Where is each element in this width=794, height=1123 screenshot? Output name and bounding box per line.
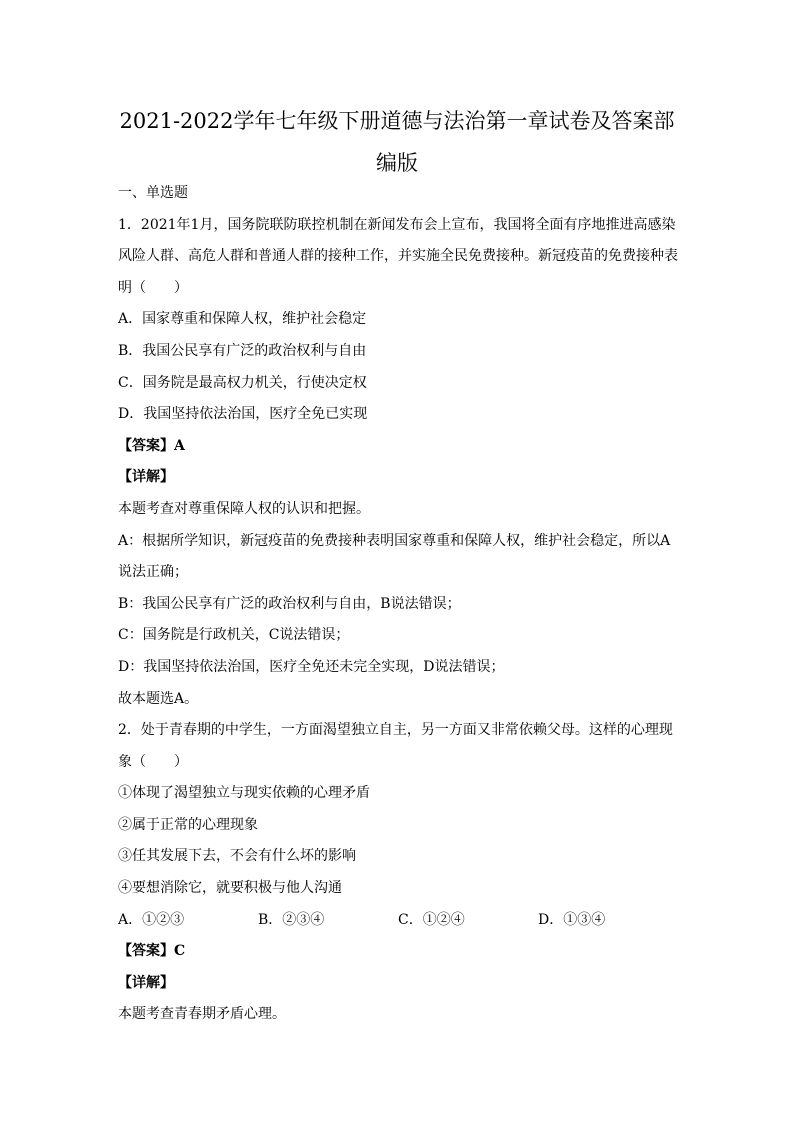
detail-line: 说法正确； bbox=[118, 564, 188, 581]
options-row bbox=[118, 905, 678, 937]
answer-label: 【答案】C bbox=[118, 943, 186, 960]
detail-line: 本题考查对尊重保障人权的认识和把握。 bbox=[118, 500, 370, 517]
detail-line: 本题考查青春期矛盾心理。 bbox=[118, 1006, 286, 1023]
title-line-2: 编版 bbox=[376, 151, 418, 175]
option-d: D．我国坚持依法治国，医疗全免已实现 bbox=[118, 406, 368, 423]
detail-label: 【详解】 bbox=[118, 469, 174, 486]
option-b: B．②③④ bbox=[258, 911, 325, 928]
option-a: A．①②③ bbox=[118, 911, 185, 928]
statement-3: ③任其发展下去，不会有什么坏的影响 bbox=[118, 848, 356, 865]
option-c: C．①②④ bbox=[398, 911, 465, 928]
question-stem-line: 明（ ） bbox=[118, 279, 188, 296]
option-a: A．国家尊重和保障人权，维护社会稳定 bbox=[118, 311, 367, 328]
detail-line: D：我国坚持依法治国，医疗全免还未完全实现，D说法错误； bbox=[118, 658, 505, 675]
answer-label: 【答案】A bbox=[118, 437, 185, 454]
question-stem-line: 2．处于青春期的中学生，一方面渴望独立自主，另一方面又非常依赖父母。这样的心理现 bbox=[118, 722, 673, 739]
statement-1: ①体现了渴望独立与现实依赖的心理矛盾 bbox=[118, 785, 370, 802]
title-line-1: 2021-2022学年七年级下册道德与法治第一章试卷及答案部 bbox=[119, 109, 675, 133]
question-stem-line: 风险人群、高危人群和普通人群的接种工作，并实施全民免费接种。新冠疫苗的免费接种表 bbox=[118, 248, 678, 265]
question-stem-line: 1．2021年1月，国务院联防联控机制在新闻发布会上宣布，我国将全面有序地推进高感染 bbox=[118, 216, 676, 233]
detail-line: 故本题选A。 bbox=[118, 690, 199, 707]
option-b: B．我国公民享有广泛的政治权利与自由 bbox=[118, 342, 367, 359]
option-d: D．①③④ bbox=[538, 911, 606, 928]
detail-label: 【详解】 bbox=[118, 974, 174, 991]
statement-4: ④要想消除它，就要积极与他人沟通 bbox=[118, 880, 342, 897]
question-2 bbox=[118, 715, 678, 1031]
statement-2: ②属于正常的心理现象 bbox=[118, 816, 258, 833]
detail-line: C：国务院是行政机关，C说法错误； bbox=[118, 627, 350, 644]
document-body bbox=[118, 178, 678, 1031]
question-1 bbox=[118, 210, 678, 716]
detail-line: B：我国公民享有广泛的政治权利与自由，B说法错误； bbox=[118, 595, 461, 612]
detail-line: A：根据所学知识，新冠疫苗的免费接种表明国家尊重和保障人权，维护社会稳定，所以A bbox=[118, 532, 671, 549]
document-title bbox=[100, 100, 694, 184]
question-stem-line: 象（ ） bbox=[118, 753, 188, 770]
option-c: C．国务院是最高权力机关，行使决定权 bbox=[118, 374, 367, 391]
section-heading: 一、单选题 bbox=[118, 185, 188, 201]
